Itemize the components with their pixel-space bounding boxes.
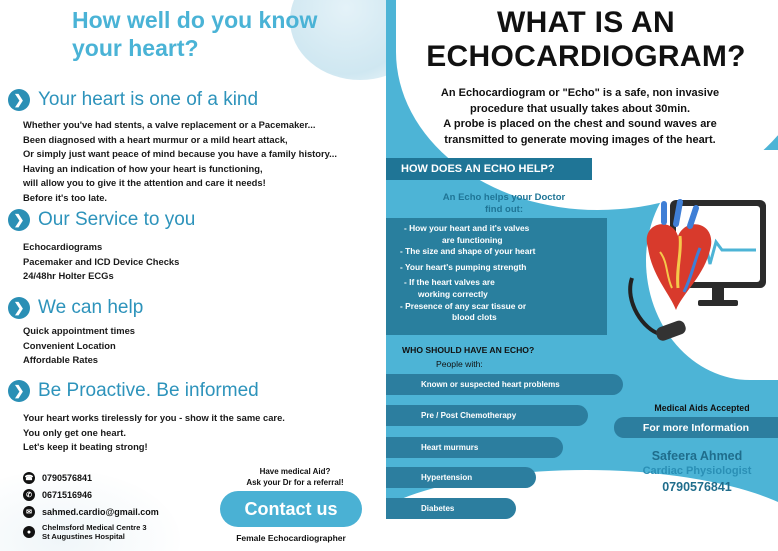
list-item: - The size and shape of your heart	[400, 246, 536, 257]
list-item: - Your heart's pumping strength	[400, 261, 527, 272]
section-heading-be-proactive: ❯ Be Proactive. Be informed	[8, 380, 259, 402]
person-phone[interactable]: 0790576841	[662, 480, 732, 494]
condition-pill: Hypertension	[386, 467, 536, 488]
chevron-right-icon: ❯	[8, 89, 30, 111]
list-item: blood clots	[452, 312, 497, 323]
list-item: - If the heart valves are	[404, 277, 495, 288]
more-information-button[interactable]: For more Information	[614, 417, 778, 438]
section-body-be-proactive: Your heart works tirelessly for you - show it the same care. You only get one heart. Let's keep it beating strong!	[23, 412, 285, 453]
left-title: How well do you know your heart?	[72, 7, 318, 61]
contact-phone[interactable]: ☎ 0790576841	[24, 473, 93, 483]
condition-pill: Known or suspected heart problems	[386, 374, 623, 395]
intro-text: An Echocardiogram or "Echo" is a safe, non invasive procedure that usually takes about 30min. A probe is placed on the chest and sound waves are transmitted to generate moving images of the heart.	[440, 87, 720, 146]
right-title: WHAT IS AN ECHOCARDIOGRAM?	[426, 6, 746, 73]
condition-pill: Diabetes	[386, 498, 516, 519]
person-role: Cardiac Physiologist	[642, 465, 752, 477]
section-body-we-can-help: Quick appointment times Convenient Location Affordable Rates	[23, 325, 135, 366]
section-heading-we-can-help: ❯ We can help	[8, 297, 143, 319]
section-heading-one-of-a-kind: ❯ Your heart is one of a kind	[8, 89, 258, 111]
section-body-service: Echocardiograms Pacemaker and ICD Device Checks 24/48hr Holter ECGs	[23, 241, 180, 282]
help-list	[386, 218, 607, 335]
help-banner: HOW DOES AN ECHO HELP?	[386, 158, 592, 180]
condition-pill: Heart murmurs	[386, 437, 563, 458]
medical-aids-accepted: Medical Aids Accepted	[654, 403, 750, 413]
contact-us-button[interactable]: Contact us	[220, 491, 362, 527]
condition-pill: Pre / Post Chemotherapy	[386, 405, 588, 426]
phone-icon: ☎	[23, 472, 35, 484]
female-echocardiographer-label: Female Echocardiographer	[236, 533, 346, 543]
email-icon: ✉	[23, 506, 35, 518]
chevron-right-icon: ❯	[8, 209, 30, 231]
location-pin-icon: ●	[23, 526, 35, 538]
chevron-right-icon: ❯	[8, 297, 30, 319]
list-item: working correctly	[418, 288, 488, 299]
contact-email[interactable]: ✉ sahmed.cardio@gmail.com	[23, 506, 223, 518]
chevron-right-icon: ❯	[8, 380, 30, 402]
person-name: Safeera Ahmed	[651, 449, 743, 463]
list-item: - How your heart and it's valves	[404, 223, 530, 233]
physiologist-card	[622, 448, 772, 495]
who-should-heading: WHO SHOULD HAVE AN ECHO?	[402, 345, 535, 355]
people-with-label: People with:	[436, 359, 483, 369]
list-item: are functioning	[442, 234, 503, 245]
whatsapp-icon: ✆	[23, 489, 35, 501]
section-body-one-of-a-kind: Whether you've had stents, a valve replacement or a Pacemaker... Been diagnosed with a heart murmur or a mild heart attack, Or simply just want peace of mind because you have a family history... Having an indication of how your heart is functioning, will allow you to give it the attention and care it needs! Before it's too late.	[23, 119, 337, 203]
contact-list	[23, 472, 223, 546]
list-item: - Presence of any scar tissue or	[400, 300, 527, 311]
medical-aid-note: Have medical Aid? Ask your Dr for a referral!	[246, 467, 344, 487]
contact-address: ● Chelmsford Medical Centre 3 St Augustines Hospital	[23, 523, 223, 541]
helps-doctor-text: An Echo helps your Doctor find out:	[442, 192, 566, 215]
right-panel	[386, 0, 778, 551]
contact-whatsapp[interactable]: ✆ 0671516946	[23, 489, 223, 501]
left-panel	[0, 0, 386, 551]
section-heading-service: ❯ Our Service to you	[8, 209, 195, 231]
heart-monitor-illustration	[620, 192, 770, 342]
